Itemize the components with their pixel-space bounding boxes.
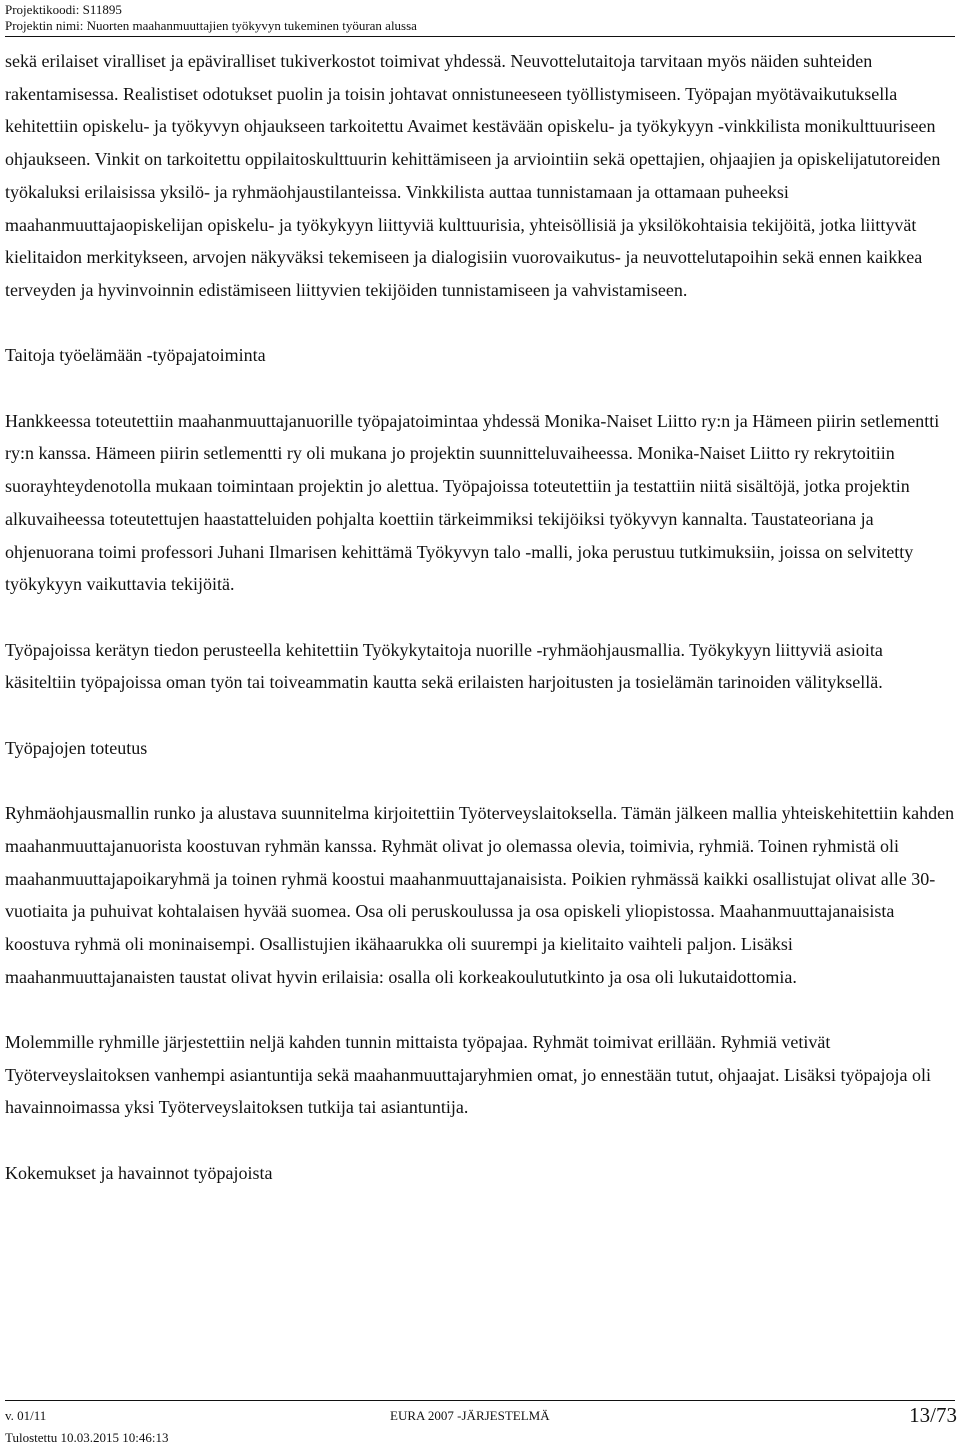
- project-code: Projektikoodi: S11895: [5, 2, 122, 17]
- footer-printed-timestamp: Tulostettu 10.03.2015 10:46:13: [5, 1430, 169, 1445]
- project-name: Projektin nimi: Nuorten maahanmuuttajien työkyvyn tukeminen työuran alussa: [5, 18, 417, 33]
- footer-system-name: EURA 2007 -JÄRJESTELMÄ: [390, 1408, 550, 1423]
- section-heading-kokemukset: Kokemukset ja havainnot työpajoista: [5, 1162, 273, 1183]
- paragraph-ryhmaohjausmalli: Työpajoissa kerätyn tiedon perusteella kehitettiin Työkykytaitoja nuorille -ryhmäohjausmallia. Työkykyyn liittyviä asioita käsiteltiin työpajoissa oman työn tai toiveammatin kautta sekä erilaisten harjoitusten ja tosielämän tarinoiden välityksellä.: [5, 639, 883, 693]
- header-divider: [5, 36, 955, 37]
- section-heading-taitoja-tyoelamaan: Taitoja työelämään -työpajatoiminta: [5, 345, 266, 366]
- paragraph-vinkkilista: sekä erilaiset viralliset ja epäviralliset tukiverkostot toimivat yhdessä. Neuvottelutaitoja tarvitaan myös näiden suhteiden rakentamisessa. Realistiset odotukset puolin ja toisin johtavat onnistuneeseen työllistymiseen. Työpajan myötävaikutuksella kehitettiin opiskelu- ja työkyvyn ohjaukseen tarkoitettu Avaimet kestävään opiskelu- ja työkykyyn -vinkkilista monikulttuuriseen ohjaukseen. Vinkit on tarkoitettu oppilaitoskulttuurin kehittämiseen ja arviointiin sekä opettajien, ohjaajien ja opiskelijatutoreiden työkaluksi erilaisissa yksilö- ja ryhmäohjaustilanteissa. Vinkkilista auttaa tunnistamaan ja ottamaan puheeksi maahanmuuttajaopiskelijan opiskelu- ja työkykyyn liittyviä kulttuurisia, yhteisöllisiä ja yksilökohtaisia tekijöitä, jotka liittyvät kielitaidon merkitykseen, arvojen näkyväksi tekemiseen ja dialogisiin vuorovaikutus- ja neuvottelutapoihin sekä ennen kaikkea terveyden ja hyvinvoinnin edistämiseen liittyvien tekijöiden tunnistamiseen ja vahvistamiseen.: [5, 51, 941, 300]
- paragraph-hankkeessa: Hankkeessa toteutettiin maahanmuuttajanuorille työpajatoimintaa yhdessä Monika-Naiset Liitto ry:n ja Hämeen piirin setlementti ry:n kanssa. Hämeen piirin setlementti ry oli mukana jo projektin suunnitteluvaiheessa. Monika-Naiset Liitto ry rekrytoitiin suorayhteydenotolla mukaan toimintaan projektin jo alettua. Työpajoissa toteutettiin ja testattiin niitä sisältöjä, jotka projektin alkuvaiheessa toteutettujen haastatteluiden pohjalta koettiin tärkeimmiksi tekijöiksi työkyvyn kannalta. Taustateoriana ja ohjenuorana toimi professori Juhani Ilmarisen kehittämä Työkyvyn talo -malli, joka perustuu tutkimuksiin, joissa on selvitetty työkykyyn vaikuttavia tekijöitä.: [5, 410, 940, 595]
- page-header: [5, 2, 945, 34]
- page-footer: [5, 1403, 957, 1447]
- paragraph-ryhmat: Ryhmäohjausmallin runko ja alustava suunnitelma kirjoitettiin Työterveyslaitoksella. Tämän jälkeen mallia yhteiskehitettiin kahden maahanmuuttajanuorista koostuvan ryhmän kanssa. Ryhmät olivat jo olemassa olevia, toimivia, ryhmiä. Toinen ryhmistä oli maahanmuuttajapoikaryhmä ja toinen ryhmä koostui maahanmuuttajanaisista. Poikien ryhmässä kaikki osallistujat olivat alle 30-vuotiaita ja puhuivat kohtalaisen hyvää suomea. Osa oli peruskoulussa ja osa opiskeli yliopistossa. Maahanmuuttajanaisista koostuva ryhmä oli moninaisempi. Osallistujien ikähaarukka oli suurempi ja kielitaito vaihteli paljon. Lisäksi maahanmuuttajanaisten taustat olivat hyvin erilaisia: osalla oli korkeakoulututkinto ja osa oli lukutaidottomia.: [5, 803, 955, 987]
- footer-version: v. 01/11: [5, 1408, 47, 1423]
- footer-divider: [5, 1400, 955, 1401]
- document-body: [5, 45, 955, 1222]
- paragraph-tyopajat: Molemmille ryhmille järjestettiin neljä kahden tunnin mittaista työpajaa. Ryhmät toimivat erillään. Ryhmiä vetivät Työterveyslaitoksen vanhempi asiantuntija sekä maahanmuuttajaryhmien omat, jo ennestään tutut, ohjaajat. Lisäksi työpajoja oli havainnoimassa yksi Työterveyslaitoksen tutkija tai asiantuntija.: [5, 1032, 931, 1118]
- page-number: 13/73: [909, 1403, 957, 1427]
- section-heading-tyopajojen-toteutus: Työpajojen toteutus: [5, 737, 148, 758]
